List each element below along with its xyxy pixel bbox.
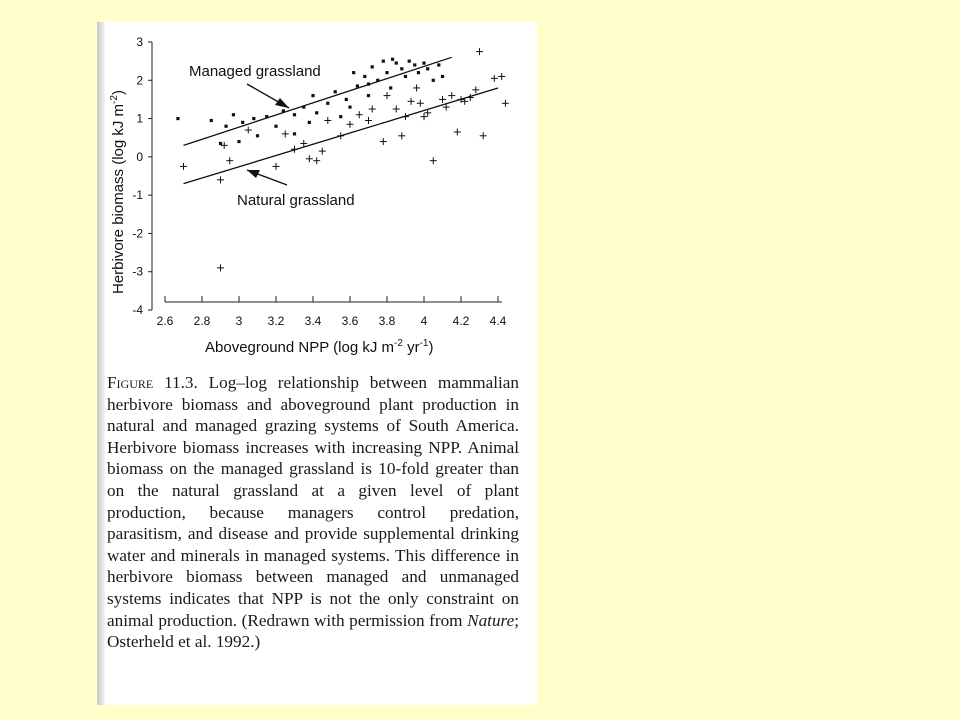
figure-label: Figure 11.3. bbox=[107, 373, 198, 392]
x-tick-label: 3.8 bbox=[378, 314, 396, 328]
arrow-natural bbox=[247, 170, 287, 185]
figure-caption bbox=[107, 372, 519, 653]
managed-point bbox=[413, 63, 416, 66]
natural-point bbox=[408, 98, 415, 105]
managed-point bbox=[408, 60, 411, 63]
y-tick-label: 1 bbox=[136, 111, 143, 126]
annotation-managed-grassland: Managed grassland bbox=[189, 63, 321, 80]
managed-point bbox=[282, 109, 285, 112]
natural-point bbox=[180, 163, 187, 170]
y-tick-label: -1 bbox=[132, 188, 143, 203]
x-tick-label: 3 bbox=[235, 314, 243, 328]
natural-point bbox=[480, 132, 487, 139]
natural-point bbox=[384, 92, 391, 99]
x-tick-label: 3.2 bbox=[267, 314, 285, 328]
y-tick-label: 2 bbox=[136, 73, 143, 88]
managed-point bbox=[356, 84, 359, 87]
managed-point bbox=[395, 61, 398, 64]
managed-point bbox=[371, 65, 374, 68]
x-tick-label: 3.4 bbox=[304, 314, 322, 328]
natural-point bbox=[417, 100, 424, 107]
scanned-page bbox=[97, 22, 537, 705]
y-tick-label: -4 bbox=[132, 303, 143, 317]
natural-point bbox=[313, 157, 320, 164]
arrow-managed bbox=[247, 84, 289, 108]
managed-point bbox=[241, 121, 244, 124]
natural-point bbox=[398, 132, 405, 139]
natural-point bbox=[472, 86, 479, 93]
natural-point bbox=[439, 96, 446, 103]
y-tick-label: -2 bbox=[132, 226, 143, 241]
natural-point bbox=[226, 157, 233, 164]
managed-point bbox=[417, 71, 420, 74]
managed-point bbox=[426, 67, 429, 70]
natural-point bbox=[430, 157, 437, 164]
annotation-natural-grassland: Natural grassland bbox=[237, 192, 355, 209]
natural-point bbox=[282, 130, 289, 137]
natural-point bbox=[347, 121, 354, 128]
managed-point bbox=[382, 60, 385, 63]
y-tick-label: 0 bbox=[136, 149, 143, 164]
natural-point bbox=[356, 111, 363, 118]
managed-point bbox=[422, 61, 425, 64]
natural-point bbox=[273, 163, 280, 170]
natural-point bbox=[393, 106, 400, 113]
x-tick-label: 3.6 bbox=[341, 314, 359, 328]
natural-point bbox=[217, 264, 224, 271]
natural-point bbox=[319, 148, 326, 155]
managed-point bbox=[334, 90, 337, 93]
x-tick-label: 2.6 bbox=[156, 314, 174, 328]
natural-point bbox=[413, 84, 420, 91]
natural-point bbox=[324, 117, 331, 124]
x-tick-label: 4.2 bbox=[452, 314, 470, 328]
natural-point bbox=[476, 48, 483, 55]
natural-point bbox=[291, 146, 298, 153]
natural-point bbox=[369, 106, 376, 113]
x-tick-label: 2.8 bbox=[193, 314, 211, 328]
managed-point bbox=[389, 86, 392, 89]
natural-point bbox=[454, 128, 461, 135]
managed-point bbox=[348, 105, 351, 108]
natural-point bbox=[306, 155, 313, 162]
managed-point bbox=[293, 132, 296, 135]
natural-point bbox=[491, 75, 498, 82]
managed-point bbox=[293, 113, 296, 116]
managed-point bbox=[265, 115, 268, 118]
managed-point bbox=[345, 98, 348, 101]
natural-point bbox=[380, 138, 387, 145]
managed-point bbox=[385, 71, 388, 74]
natural-point bbox=[498, 73, 505, 80]
natural-point bbox=[421, 113, 428, 120]
y-axis-title: Herbivore biomass (log kJ $m^{-2}$) bbox=[109, 90, 127, 294]
managed-point bbox=[237, 140, 240, 143]
managed-point bbox=[210, 119, 213, 122]
managed-point bbox=[315, 111, 318, 114]
managed-point bbox=[232, 113, 235, 116]
x-tick-label: 4 bbox=[420, 314, 428, 328]
natural-point bbox=[448, 92, 455, 99]
managed-point bbox=[311, 94, 314, 97]
managed-point bbox=[256, 134, 259, 137]
managed-point bbox=[437, 63, 440, 66]
managed-point bbox=[326, 102, 329, 105]
managed-point bbox=[224, 125, 227, 128]
x-tick-label: 4.4 bbox=[489, 314, 507, 328]
natural-point bbox=[402, 113, 409, 120]
managed-point bbox=[252, 117, 255, 120]
natural-point bbox=[502, 100, 509, 107]
managed-point bbox=[308, 121, 311, 124]
y-tick-label: -3 bbox=[132, 264, 143, 279]
managed-point bbox=[367, 94, 370, 97]
managed-point bbox=[363, 75, 366, 78]
managed-point bbox=[274, 125, 277, 128]
managed-point bbox=[391, 58, 394, 61]
managed-point bbox=[352, 71, 355, 74]
managed-point bbox=[441, 75, 444, 78]
managed-point bbox=[176, 117, 179, 120]
y-tick-label: 3 bbox=[136, 35, 143, 49]
caption-citation: ; Osterheld et al. 1992.) bbox=[107, 610, 520, 652]
managed-point bbox=[400, 67, 403, 70]
x-axis-title: Aboveground NPP (log kJ $m^{-2}$ $yr^{-1}$) bbox=[205, 338, 434, 356]
natural-point bbox=[458, 96, 465, 103]
managed-point bbox=[367, 83, 370, 86]
managed-point bbox=[404, 75, 407, 78]
natural-point bbox=[365, 117, 372, 124]
managed-point bbox=[376, 79, 379, 82]
natural-point bbox=[217, 176, 224, 183]
natural-point bbox=[245, 127, 252, 134]
natural-point bbox=[337, 132, 344, 139]
managed-point bbox=[339, 115, 342, 118]
managed-point bbox=[432, 79, 435, 82]
managed-point bbox=[302, 105, 305, 108]
caption-journal: Nature bbox=[467, 610, 515, 630]
managed-point bbox=[219, 142, 222, 145]
caption-text: Log–log relationship between mammalian herbivore biomass and aboveground plant production in natural and managed grazing systems of South America. Herbivore biomass increases with increasing NPP. Animal biomass on the managed grassland is 10-fold greater than on the natural grassland at a given level of plant production, because managers control predation, parasitism, and disease and provide supplemental drinking water and minerals in managed systems. This difference in herbivore biomass between managed and unmanaged systems indicates that NPP is not the only constraint on animal production. (Redrawn with permission from bbox=[107, 373, 519, 630]
